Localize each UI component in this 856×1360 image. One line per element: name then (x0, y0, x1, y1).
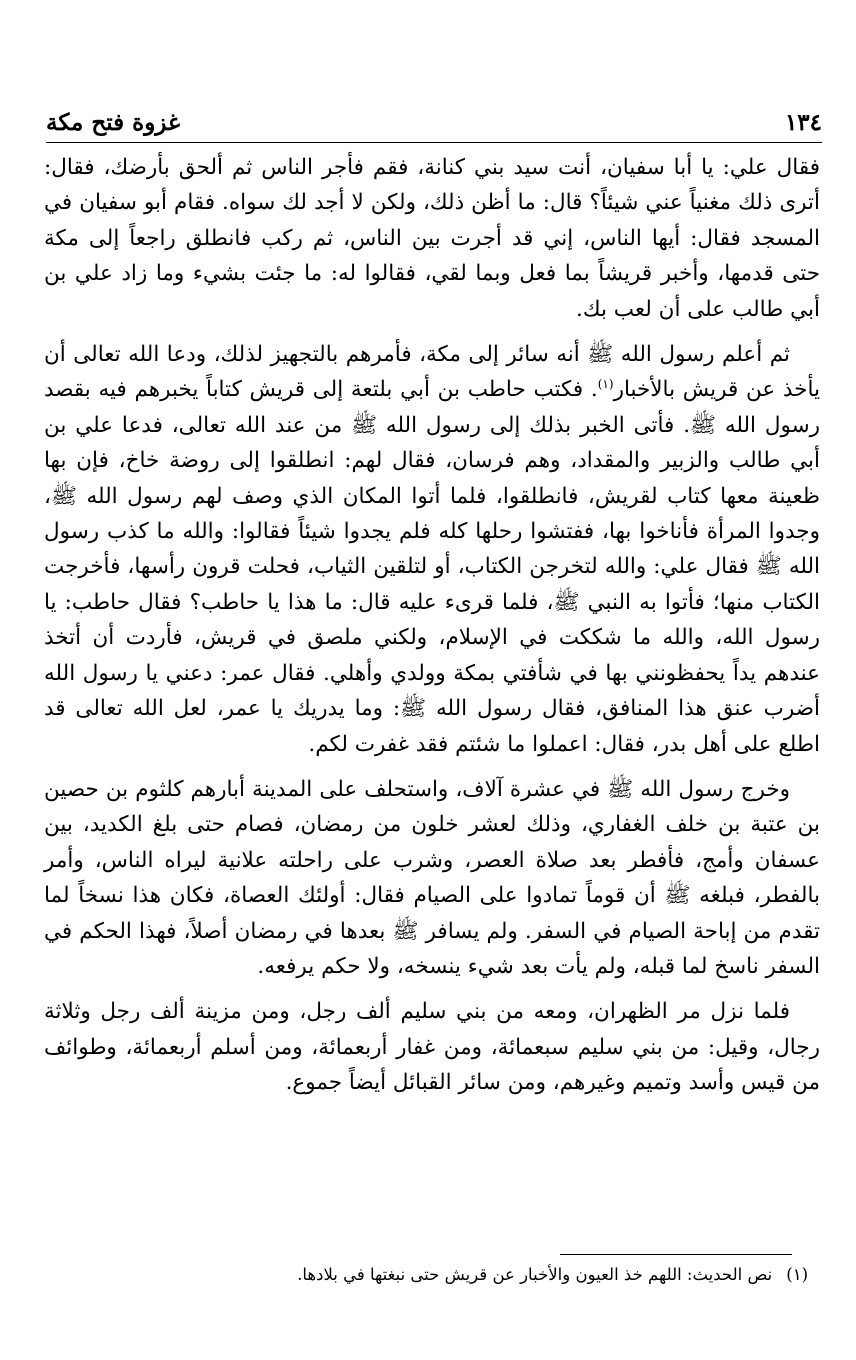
paragraph: فلما نزل مر الظهران، ومعه من بني سليم ألف رجل، ومن مزينة ألف رجل وثلاثة رجال، وقيل: من بني سليم سبعمائة، ومن غفار أربعمائة، ومن أسلم أربعمائة، وطوائف من قيس وأسد وتميم وغيرهم، ومن سائر القبائل أيضاً جموع. (44, 999, 820, 1096)
header-divider (46, 142, 822, 143)
paragraph: وخرج رسول الله ﷺ في عشرة آلاف، واستحلف على المدينة أبارهم كلثوم بن حصين بن عتبة بن خلف الغفاري، وذلك لعشر خلون من رمضان، فصام حتى بلغ الكديد، بين عسفان وأمج، فأفطر بعد صلاة العصر، وشرب على راحلته علانية ليراه الناس، وأمر بالفطر، فبلغه ﷺ أن قوماً تمادوا على الصيام فقال: أولئك العصاة، فكان هذا نسخاً لما تقدم من إباحة الصيام في السفر. ولم يسافر ﷺ بعدها في رمضان أصلاً، فهذا الحكم في السفر ناسخ لما قبله، ولم يأت بعد شيء ينسخه، ولا حكم يرفعه. (44, 776, 820, 979)
paragraph: فقال علي: يا أبا سفيان، أنت سيد بني كنانة، فقم فأجر الناس ثم ألحق بأرضك، فقال: أترى ذلك مغنياً عني شيئاً؟ قال: ما أظن ذلك، ولكن لا أجد لك سواه. فقام أبو سفيان في المسجد فقال: أيها الناس، إني قد أجرت بين الناس، ثم ركب فانطلق راجعاً إلى مكة حتى قدمها، وأخبر قريشاً بما فعل وبما لقي، فقالوا له: ما جئت بشيء وما زاد علي بن أبي طالب على أن لعب بك. (44, 155, 820, 322)
footnote-reference: (١) (597, 377, 614, 392)
paragraph-part: . فكتب حاطب بن أبي بلتعة إلى قريش كتاباً يخبرهم فيه بقصد رسول الله ﷺ. فأتى الخبر بذلك إلى رسول الله ﷺ من عند الله تعالى، فدعا علي بن أبي طالب والزبير والمقداد، وهم فرسان، فقال لهم: انطلقوا إلى روضة خاخ، فإن بها ظعينة معها كتاب لقريش، فانطلقوا، فلما أتوا المكان الذي وصف لهم رسول الله ﷺ، وجدوا المرأة فأناخوا بها، ففتشوا رحلها كله فلم يجدوا شيئاً فقالوا: والله ما كذب رسول الله ﷺ فقال علي: والله لتخرجن الكتاب، أو لتلقين الثياب، فحلت قرون رأسها، فأخرجت الكتاب منها؛ فأتوا به النبي ﷺ، فلما قرىء عليه قال: ما هذا يا حاطب؟ فقال حاطب: يا رسول الله، والله ما شككت في الإسلام، ولكني ملصق في قريش، فأردت أن أتخذ عندهم يداً يحفظونني بها في شأفتي بمكة وولدي وأهلي. فقال عمر: دعني يا رسول الله أضرب عنق هذا المنافق، فقال رسول الله ﷺ: وما يدريك يا عمر، لعل الله تعالى قد اطلع على أهل بدر، فقال: اعملوا ما شئتم فقد غفرت لكم. (44, 377, 820, 757)
chapter-title: غزوة فتح مكة (46, 109, 181, 136)
footnote (44, 1263, 808, 1287)
page-number: ١٣٤ (784, 109, 822, 136)
running-header (46, 100, 822, 136)
paragraph (44, 337, 820, 762)
footnote-divider (560, 1254, 792, 1255)
footnote-number: (١) (786, 1265, 808, 1284)
footnote-text: نص الحديث: اللهم خذ العيون والأخبار عن قريش حتى نبغتها في بلادها. (297, 1265, 773, 1284)
paragraph-part: ثم أعلم رسول الله ﷺ أنه سائر إلى مكة، فأمرهم بالتجهيز لذلك، ودعا الله تعالى أن يأخذ عن قريش بالأخبار (44, 342, 820, 403)
main-text (44, 150, 820, 1111)
